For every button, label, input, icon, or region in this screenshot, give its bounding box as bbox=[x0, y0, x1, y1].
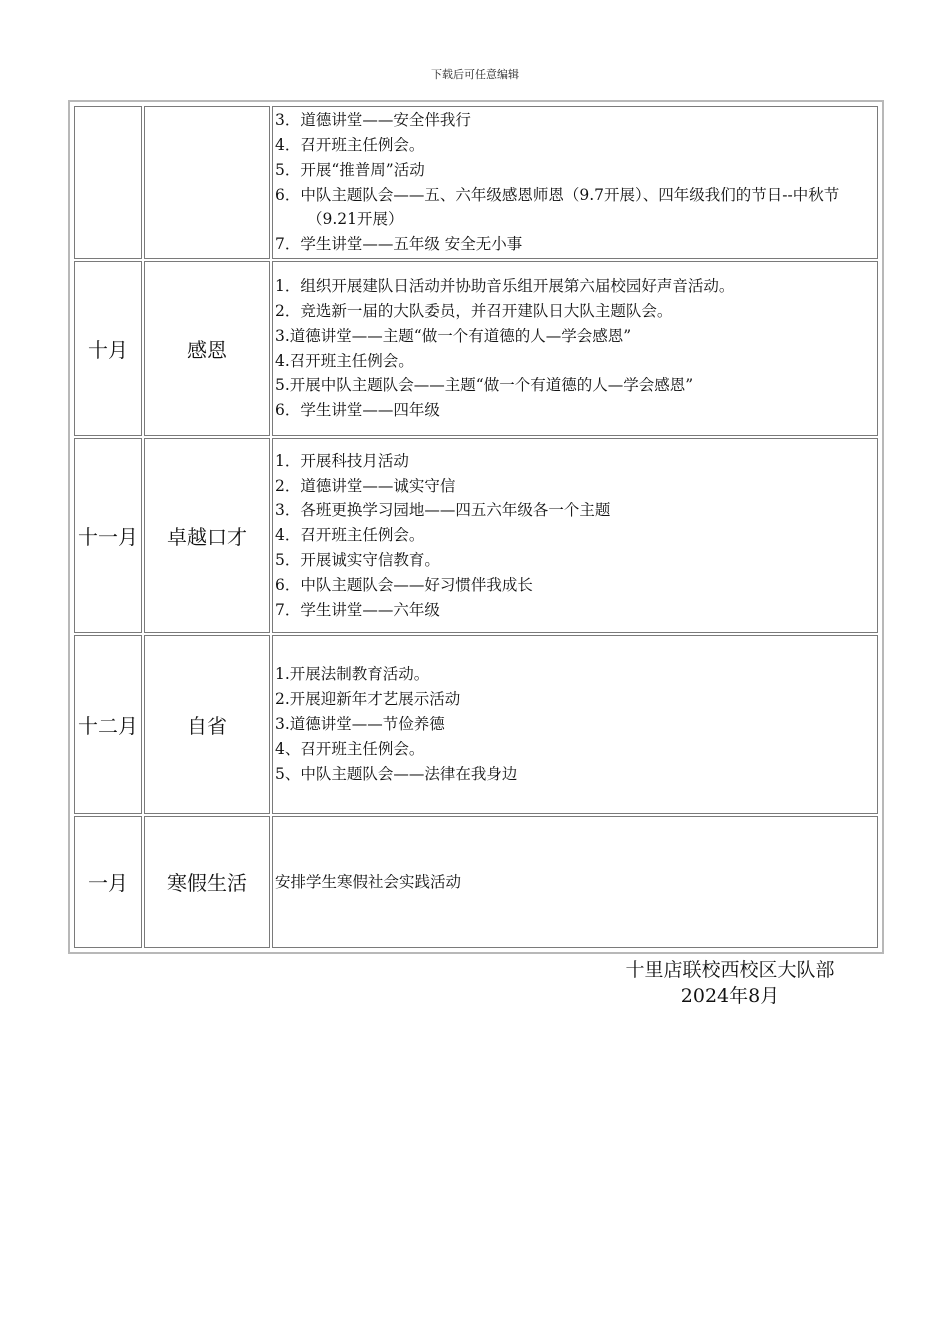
table-row bbox=[74, 438, 878, 633]
theme-cell: 寒假生活 bbox=[144, 816, 270, 948]
activity-item: 4．召开班主任例会。 bbox=[275, 526, 425, 545]
activity-item: 4、召开班主任例会。 bbox=[275, 739, 425, 758]
theme-cell: 卓越口才 bbox=[144, 438, 270, 633]
activity-item: 5．开展诚实守信教育。 bbox=[275, 550, 440, 569]
activity-item: 3.道德讲堂——主题“做一个有道德的人—学会感恩” bbox=[275, 326, 632, 345]
activity-item: 5.开展中队主题队会——主题“做一个有道德的人—学会感恩” bbox=[275, 376, 694, 395]
activity-item: 1．开展科技月活动 bbox=[275, 451, 409, 470]
activity-item: 7．学生讲堂——六年级 bbox=[275, 600, 440, 619]
month-cell: 十一月 bbox=[74, 438, 142, 633]
signature-org: 十里店联校西校区大队部 bbox=[625, 959, 835, 981]
month-cell: 十月 bbox=[74, 261, 142, 436]
activities-cell bbox=[272, 438, 878, 633]
activity-item: 3.道德讲堂——节俭养德 bbox=[275, 715, 445, 734]
activity-item: 3．各班更换学习园地——四五六年级各一个主题 bbox=[275, 501, 611, 520]
activity-item: 4．召开班主任例会。 bbox=[275, 136, 425, 154]
activity-plan-table bbox=[72, 104, 880, 950]
month-cell: 一月 bbox=[74, 816, 142, 948]
table-row bbox=[74, 635, 878, 814]
month-cell bbox=[74, 106, 142, 259]
activity-item: 3．道德讲堂——安全伴我行 bbox=[275, 111, 471, 130]
activity-plan-table-frame bbox=[68, 100, 884, 954]
activity-item: 6．学生讲堂——四年级 bbox=[275, 401, 440, 420]
activity-item: 6．中队主题队会——五、六年级感恩师恩（9.7开展）、四年级我们的节日--中秋节（9.21开展） bbox=[275, 185, 840, 229]
month-cell: 十二月 bbox=[74, 635, 142, 814]
activity-item: 5．开展“推普周”活动 bbox=[275, 160, 425, 179]
activities-cell bbox=[272, 816, 878, 948]
activity-item: 1.开展法制教育活动。 bbox=[275, 665, 430, 684]
table-row bbox=[74, 261, 878, 436]
activity-item: 2．道德讲堂——诚实守信 bbox=[275, 476, 456, 495]
theme-cell: 感恩 bbox=[144, 261, 270, 436]
activity-item: 4.召开班主任例会。 bbox=[275, 351, 414, 370]
table-row bbox=[74, 816, 878, 948]
activities-cell bbox=[272, 261, 878, 436]
signature-date: 2024年8月 bbox=[680, 985, 780, 1007]
activity-item: 2.开展迎新年才艺展示活动 bbox=[275, 690, 461, 709]
activity-item: 1．组织开展建队日活动并协助音乐组开展第六届校园好声音活动。 bbox=[275, 277, 735, 296]
activity-item: 7．学生讲堂——五年级 安全无小事 bbox=[275, 235, 523, 254]
activity-item: 5、中队主题队会——法律在我身边 bbox=[275, 764, 518, 783]
theme-cell bbox=[144, 106, 270, 259]
theme-cell: 自省 bbox=[144, 635, 270, 814]
activity-item: 安排学生寒假社会实践活动 bbox=[275, 872, 462, 891]
activity-item: 2．竞选新一届的大队委员，并召开建队日大队主题队会。 bbox=[275, 301, 673, 320]
activities-cell bbox=[272, 635, 878, 814]
page-header-note: 下载后可任意编辑 bbox=[431, 68, 519, 81]
activities-cell bbox=[272, 106, 878, 259]
activity-item: 6．中队主题队会——好习惯伴我成长 bbox=[275, 575, 533, 594]
table-row bbox=[74, 106, 878, 259]
